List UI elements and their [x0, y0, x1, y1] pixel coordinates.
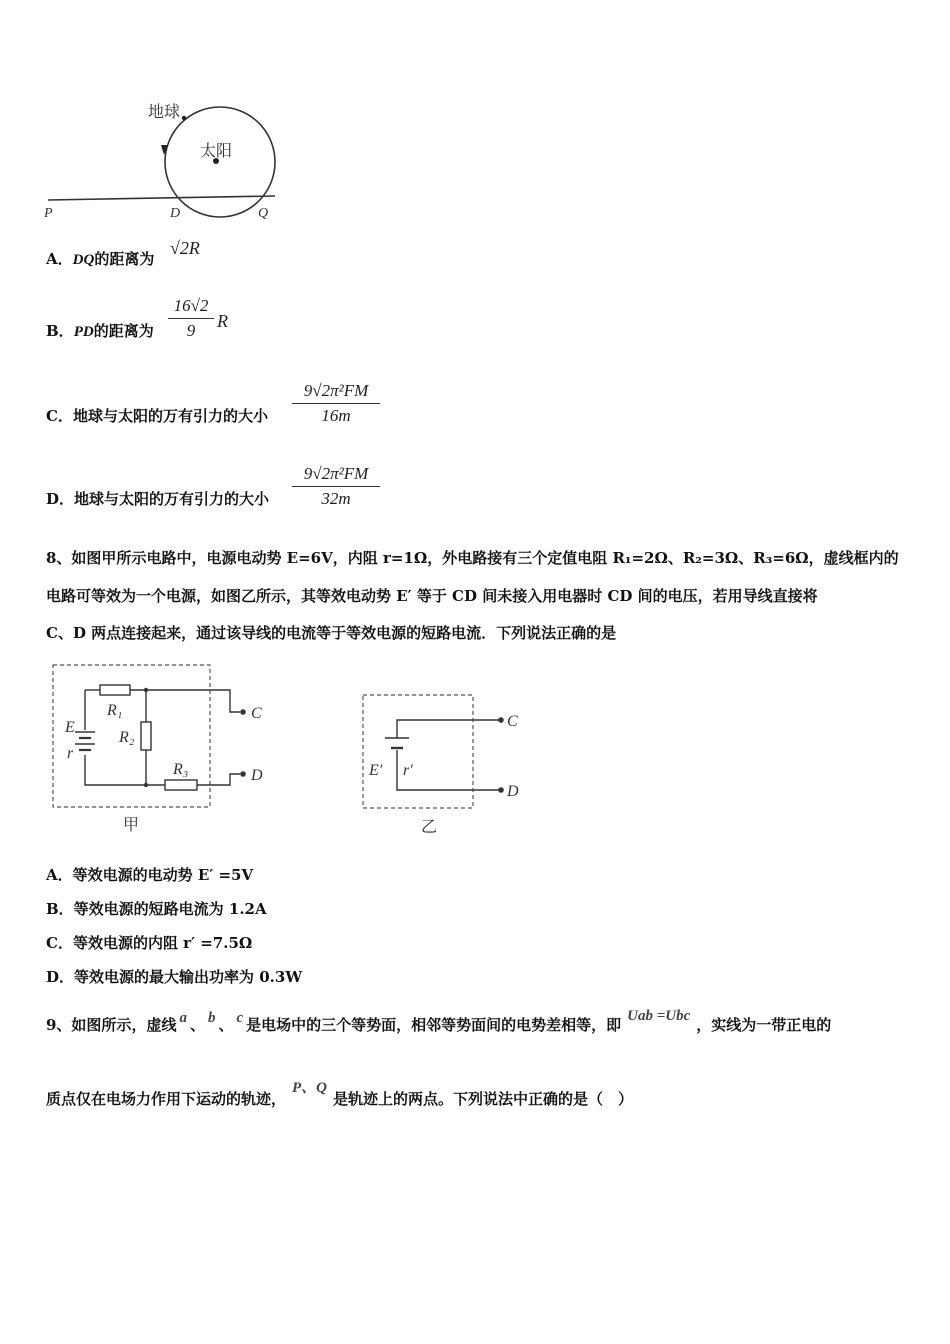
circuit-yi-figure	[355, 690, 535, 840]
q7-option-b: B．PD的距离为	[46, 322, 154, 340]
q7-option-c-fraction: 9√2π²FM 16m	[292, 381, 380, 426]
circuit-jia-figure	[45, 660, 285, 840]
q9-pq: P、Q	[292, 1080, 328, 1096]
label-E-jia: E	[65, 719, 75, 736]
q7-option-d: D．地球与太阳的万有引力的大小	[46, 490, 270, 508]
resistor-R2	[141, 722, 151, 750]
q8-stem-line-1: 8、如图甲所示电路中，电源电动势 E=6V，内阻 r=1Ω，外电路接有三个定值电阻 R₁=2Ω、R₂=3Ω、R₃=6Ω，虚线框内的	[46, 549, 899, 567]
tangent-line	[48, 196, 275, 200]
q8-option-d: D．等效电源的最大输出功率为 0.3W	[46, 968, 303, 986]
q8-option-c: C．等效电源的内阻 r′ =7.5Ω	[46, 934, 253, 952]
q9-c: c	[236, 1010, 244, 1026]
q7-option-a-math: √2R	[170, 238, 200, 258]
terminal-D-yi	[498, 787, 504, 793]
dashed-frame-yi	[363, 695, 473, 808]
caption-jia: 甲	[123, 817, 140, 834]
label-R1: R₁	[107, 702, 123, 719]
terminal-C-jia	[240, 709, 246, 715]
q8-stem-line-3: C、D 两点连接起来，通过该导线的电流等于等效电源的短路电流．下列说法正确的是	[46, 624, 617, 642]
q8-option-a: A．等效电源的电动势 E′ =5V	[46, 866, 254, 884]
label-D-yi: D	[507, 783, 519, 800]
label-R2: R₂	[119, 729, 135, 746]
label-R3: R₃	[173, 761, 189, 778]
terminal-D-jia	[240, 771, 246, 777]
label-r-jia: r	[67, 745, 74, 762]
earth-dot	[182, 116, 186, 120]
q7-option-c: C．地球与太阳的万有引力的大小	[46, 407, 268, 425]
q9-uab-ubc: Uab =Ubc	[627, 1008, 691, 1024]
label-E-yi: E′	[369, 762, 383, 779]
point-P: P	[44, 206, 53, 221]
label-r-yi: r′	[403, 762, 413, 779]
point-Q: Q	[258, 206, 269, 221]
terminal-C-yi	[498, 717, 504, 723]
label-C-yi: C	[507, 713, 518, 730]
earth-label: 地球	[148, 104, 181, 121]
q8-stem-line-2: 电路可等效为一个电源，如图乙所示，其等效电动势 E′ 等于 CD 间未接入用电器时 CD 间的电压，若用导线直接将	[46, 587, 818, 605]
q7-option-b-fraction: 16√2 9	[168, 296, 214, 341]
label-C-jia: C	[251, 705, 262, 722]
orbit-circle	[165, 107, 275, 217]
resistor-R1	[100, 685, 130, 695]
q7-option-b-tail: R	[217, 311, 228, 331]
q9-stem-line-2: 质点仅在电场力作用下运动的轨迹，P、Q是轨迹上的两点。下列说法中正确的是（ ）	[46, 1080, 634, 1108]
resistor-R3	[165, 780, 197, 790]
q9-stem-line-1: 9、如图所示，虚线 a 、 b 、 c 是电场中的三个等势面，相邻等势面间的电势差相等，即 Uab =Ubc ，实线为一带正电的	[46, 1008, 832, 1034]
point-D: D	[170, 206, 181, 221]
q7-option-a: A．DQ的距离为	[46, 250, 155, 268]
label-D-jia: D	[251, 767, 263, 784]
caption-yi: 乙	[421, 819, 438, 836]
orbit-figure	[40, 95, 290, 225]
q9-a: a	[179, 1010, 187, 1026]
q8-option-b: B．等效电源的短路电流为 1.2A	[46, 900, 267, 918]
sun-label: 太阳	[200, 143, 233, 160]
q7-option-d-fraction: 9√2π²FM 32m	[292, 464, 380, 509]
q9-b: b	[207, 1010, 216, 1026]
